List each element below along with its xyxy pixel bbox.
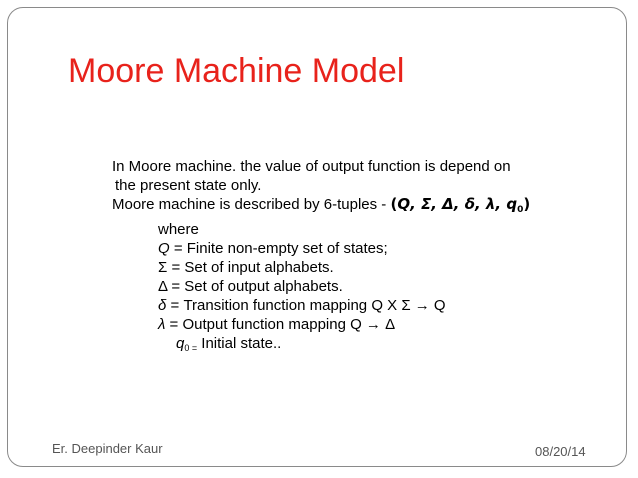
definition-symbol: λ bbox=[158, 316, 166, 333]
intro-line-3 bbox=[112, 195, 530, 214]
definition-symbol: Q bbox=[158, 240, 170, 257]
where-label: where bbox=[158, 221, 199, 238]
definition-item bbox=[158, 277, 446, 296]
initial-state-definition bbox=[158, 334, 446, 353]
intro-text bbox=[112, 157, 530, 214]
definition-symbol: Δ bbox=[158, 278, 168, 295]
initial-state-subscript: 0 = bbox=[184, 343, 198, 353]
definition-item bbox=[158, 315, 446, 334]
footer-author: Er. Deepinder Kaur bbox=[52, 441, 163, 456]
initial-state-symbol: q bbox=[176, 335, 185, 352]
tuple-intro-text: Moore machine is described by 6-tuples - bbox=[112, 196, 391, 213]
definition-item bbox=[158, 258, 446, 277]
definitions-list bbox=[158, 220, 446, 353]
tuple-notation bbox=[390, 195, 530, 213]
intro-line-1: In Moore machine. the value of output function is depend on bbox=[112, 158, 511, 175]
footer-date: 08/20/14 bbox=[535, 444, 586, 459]
definition-text: = Transition function mapping Q X Σ → Q bbox=[166, 297, 446, 314]
definition-text: = Set of input alphabets. bbox=[167, 259, 334, 276]
definition-item bbox=[158, 239, 446, 258]
slide-title: Moore Machine Model bbox=[68, 52, 405, 90]
tuple-subscript: 0 bbox=[517, 205, 524, 215]
definition-item bbox=[158, 296, 446, 315]
intro-line-2: the present state only. bbox=[115, 177, 262, 194]
definition-symbol: δ bbox=[158, 297, 167, 314]
tuple-symbols: Q, Σ, Δ, δ, λ, q bbox=[397, 195, 518, 213]
definition-text: = Set of output alphabets. bbox=[167, 278, 343, 295]
definition-text: = Output function mapping Q → Δ bbox=[165, 316, 396, 333]
tuple-close-paren: ) bbox=[523, 195, 531, 213]
tuple-open-paren: ( bbox=[390, 195, 398, 213]
initial-state-text: Initial state.. bbox=[197, 335, 282, 352]
definition-text: = Finite non-empty set of states; bbox=[169, 240, 388, 257]
definition-symbol: Σ bbox=[158, 259, 168, 276]
